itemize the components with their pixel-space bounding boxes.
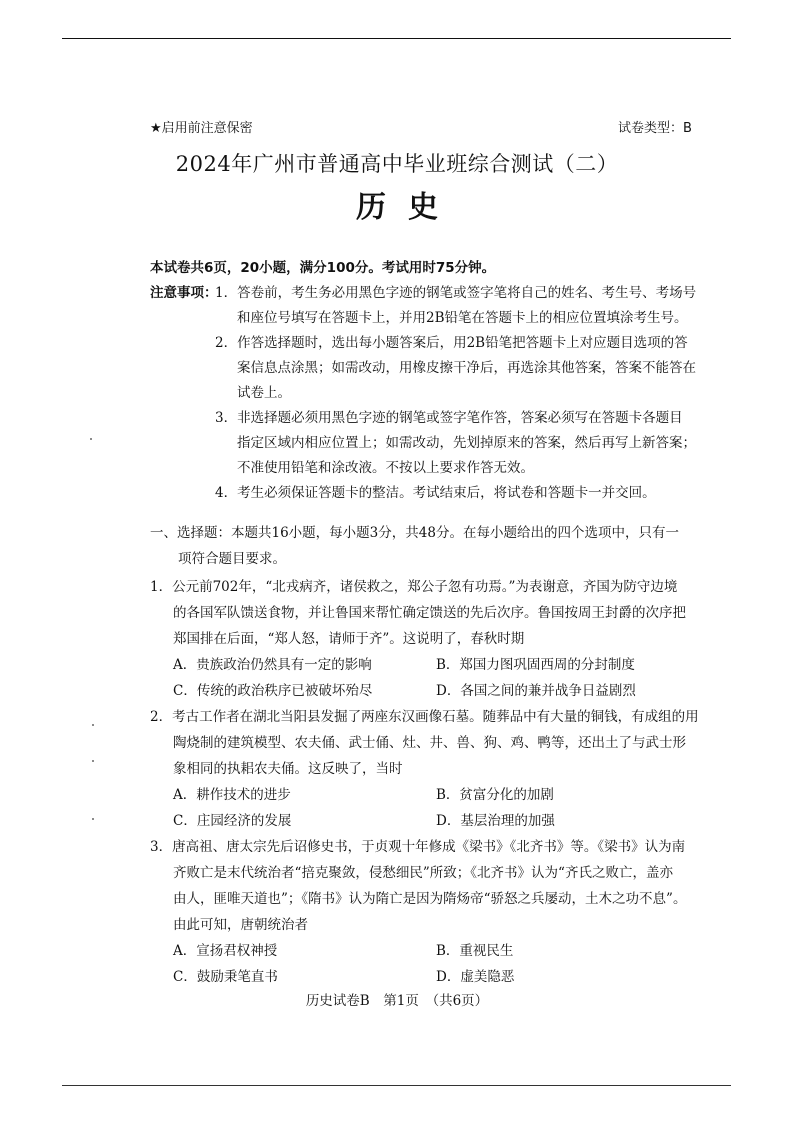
note-2-line-1: 2．作答选择题时，选出每小题答案后，用2B铅笔把答题卡上对应题目选项的答 bbox=[215, 335, 688, 351]
scan-speck bbox=[92, 818, 94, 820]
q3-stem-line-1: 3．唐高祖、唐太宗先后诏修史书，于贞观十年修成《梁书》《北齐书》等。《梁书》认为南 bbox=[150, 839, 686, 855]
q2-stem-line-2: 陶烧制的建筑模型、农夫俑、武士俑、灶、井、兽、狗、鸡、鸭等，还出土了与武士形 bbox=[173, 735, 686, 751]
q1-stem-line-3: 郑国排在后面，“郑人怒，请师于齐”。这说明了，春秋时期 bbox=[173, 631, 525, 647]
note-4-line-1: 4．考生必须保证答题卡的整洁。考试结束后，将试卷和答题卡一并交回。 bbox=[215, 485, 656, 501]
q2-option-c: C．庄园经济的发展 bbox=[173, 813, 292, 829]
note-1-line-1: 1．答卷前，考生务必用黑色字迹的钢笔或签字笔将自己的姓名、考生号、考场号 bbox=[215, 285, 697, 301]
scan-speck bbox=[92, 724, 94, 726]
q2-option-b: B．贫富分化的加剧 bbox=[436, 787, 554, 803]
q3-option-b: B．重视民生 bbox=[436, 943, 514, 959]
q2-stem-line-1: 2．考古工作者在湖北当阳县发掘了两座东汉画像石墓。随葬品中有大量的铜钱，有成组的用 bbox=[150, 709, 699, 725]
confidential-notice: ★启用前注意保密 bbox=[150, 121, 253, 136]
q2-stem-line-3: 象相同的执耜农夫俑。这反映了，当时 bbox=[173, 761, 403, 777]
q1-option-c: C．传统的政治秩序已被破坏殆尽 bbox=[173, 683, 373, 699]
section-1-heading-cont: 项符合题目要求。 bbox=[178, 551, 286, 567]
q1-option-a: A．贵族政治仍然具有一定的影响 bbox=[173, 657, 372, 673]
note-3-line-3: 不准使用铅笔和涂改液。不按以上要求作答无效。 bbox=[237, 460, 534, 476]
note-1-line-2: 和座位号填写在答题卡上，并用2B铅笔在答题卡上的相应位置填涂考生号。 bbox=[237, 310, 688, 326]
q2-option-d: D．基层治理的加强 bbox=[436, 813, 555, 829]
q2-option-a: A．耕作技术的进步 bbox=[173, 787, 291, 803]
paper-type-label: 试卷类型：B bbox=[618, 121, 692, 136]
exam-title: 2024年广州市普通高中毕业班综合测试（二） bbox=[175, 152, 619, 176]
q3-option-d: D．虚美隐恶 bbox=[436, 969, 515, 985]
section-1-heading: 一、选择题：本题共16小题，每小题3分，共48分。在每小题给出的四个选项中，只有一 bbox=[150, 525, 679, 541]
q1-option-d: D．各国之间的兼并战争日益剧烈 bbox=[436, 683, 636, 699]
q1-option-b: B．郑国力图巩固西周的分封制度 bbox=[436, 657, 635, 673]
scan-speck bbox=[90, 438, 92, 440]
q3-stem-line-3: 由人，匪唯天道也”；《隋书》认为隋亡是因为隋炀帝“骄怒之兵屡动，土木之功不息”。 bbox=[173, 891, 687, 907]
note-3-line-2: 指定区域内相应位置上；如需改动，先划掉原来的答案，然后再写上新答案； bbox=[237, 435, 696, 451]
q1-stem-line-2: 的各国军队馈送食物，并让鲁国来帮忙确定馈送的先后次序。鲁国按周王封爵的次序把 bbox=[173, 605, 686, 621]
q1-stem-line-1: 1．公元前702年，“北戎病齐，诸侯救之，郑公子忽有功焉。”为表谢意，齐国为防守边境 bbox=[150, 579, 678, 595]
note-2-line-2: 案信息点涂黑；如需改动，用橡皮擦干净后，再选涂其他答案，答案不能答在 bbox=[237, 360, 696, 376]
subject-title: 历史 bbox=[356, 190, 460, 225]
page-footer: 历史试卷B 第1页 （共6页） bbox=[305, 993, 489, 1009]
q3-option-a: A．宣扬君权神授 bbox=[173, 943, 278, 959]
bottom-rule bbox=[62, 1085, 731, 1086]
note-2-line-3: 试卷上。 bbox=[237, 385, 291, 401]
q3-option-c: C．鼓励秉笔直书 bbox=[173, 969, 278, 985]
intro-line: 本试卷共6页，20小题，满分100分。考试用时75分钟。 bbox=[150, 260, 496, 276]
q3-stem-line-2: 齐败亡是末代统治者“掊克聚敛，侵愁细民”所致；《北齐书》认为“齐氏之败亡，盖亦 bbox=[173, 865, 673, 881]
note-3-line-1: 3．非选择题必须用黑色字迹的钢笔或签字笔作答，答案必须写在答题卡各题目 bbox=[215, 410, 683, 426]
scan-speck bbox=[92, 760, 94, 762]
notes-label: 注意事项： bbox=[150, 285, 218, 301]
q3-stem-line-4: 由此可知，唐朝统治者 bbox=[173, 917, 308, 933]
